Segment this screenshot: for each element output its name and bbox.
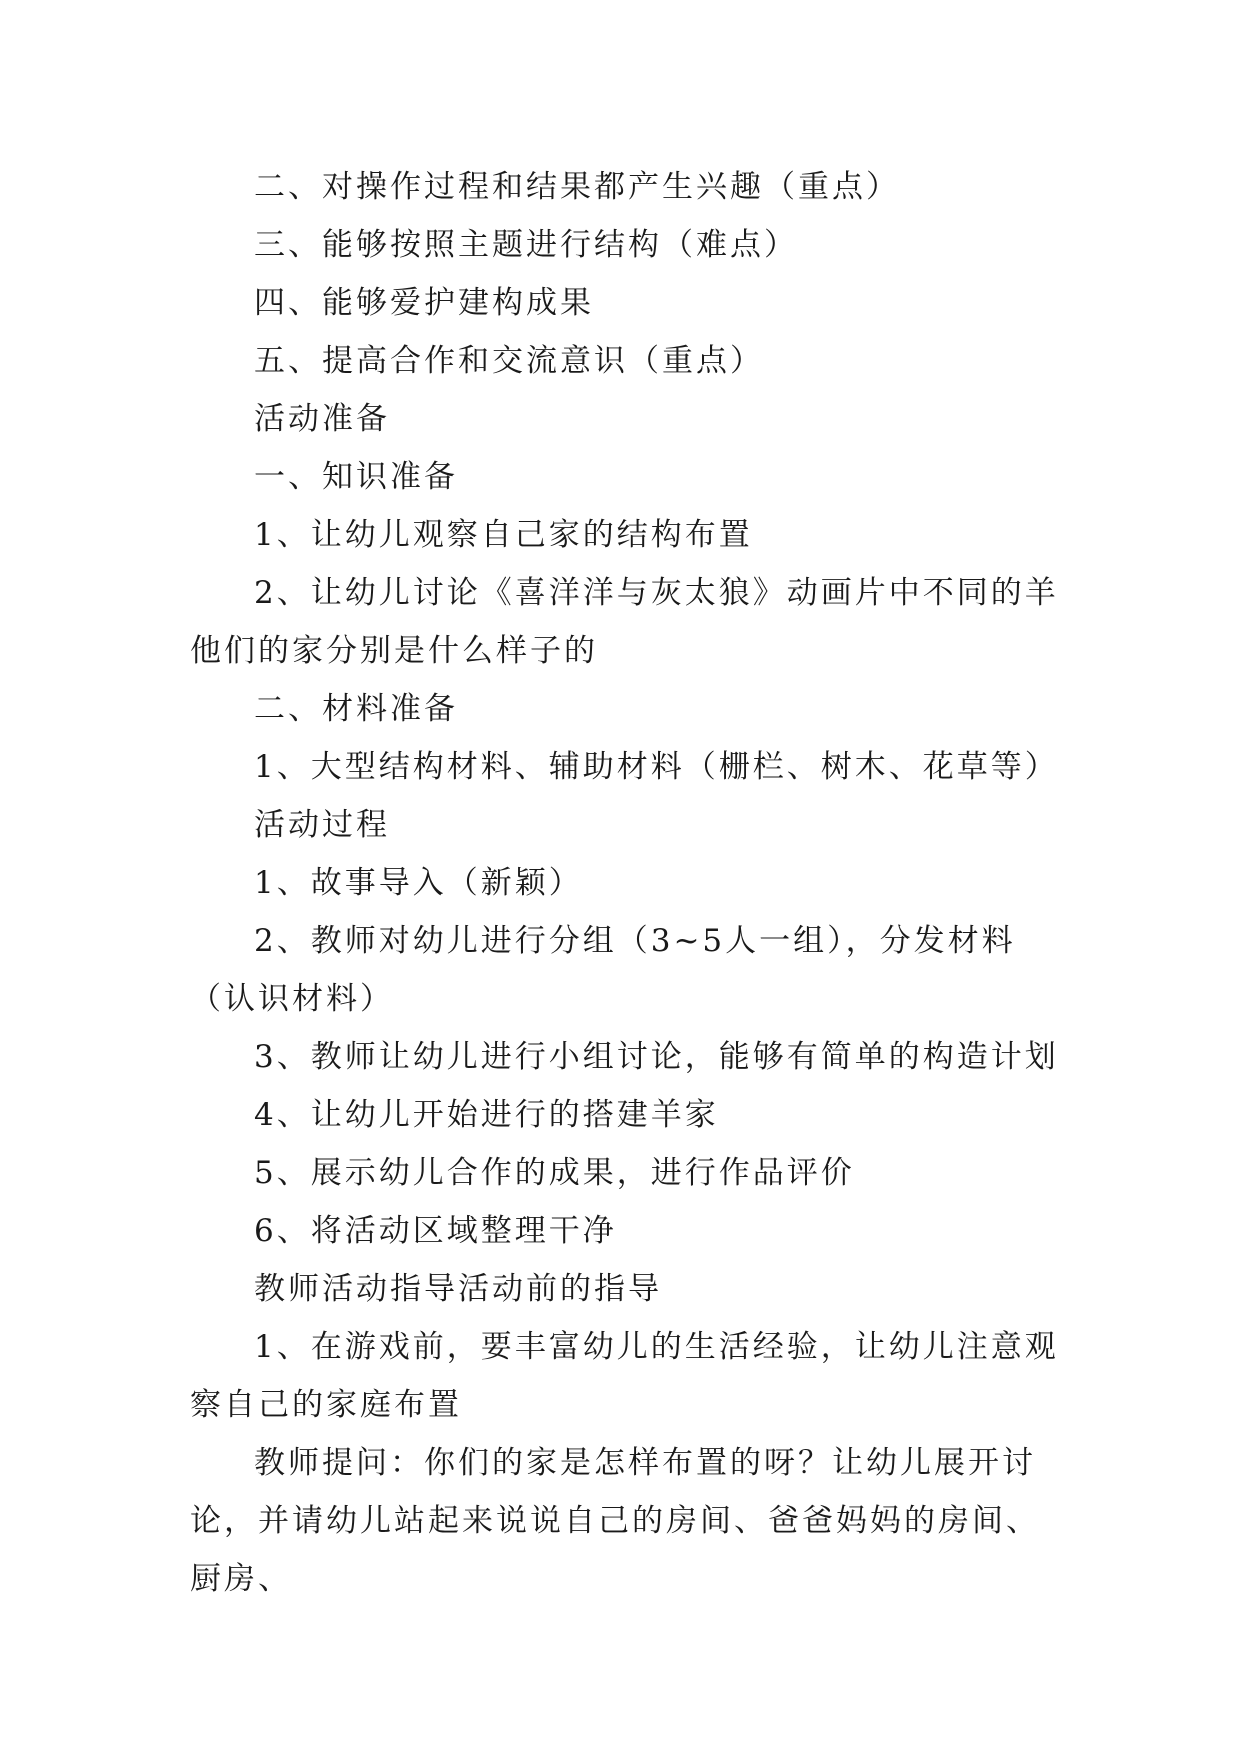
paragraph: 一、知识准备 xyxy=(254,459,458,495)
paragraph: 二、材料准备 xyxy=(254,691,458,727)
paragraph: 1、故事导入（新颖） xyxy=(254,865,583,901)
paragraph: 1、让幼儿观察自己家的结构布置 xyxy=(254,517,753,553)
paragraph: 四、能够爱护建构成果 xyxy=(254,285,594,321)
section-heading: 活动准备 xyxy=(254,401,390,437)
paragraph: 4、让幼儿开始进行的搭建羊家 xyxy=(254,1097,719,1133)
document-body xyxy=(190,158,1060,1608)
paragraph: 五、提高合作和交流意识（重点） xyxy=(254,343,764,379)
paragraph: 三、能够按照主题进行结构（难点） xyxy=(254,227,798,263)
paragraph: 二、对操作过程和结果都产生兴趣（重点） xyxy=(254,169,900,205)
paragraph: 2、教师对幼儿进行分组（3~5人一组），分发材料（认识材料） xyxy=(190,923,1016,1017)
paragraph: 1、大型结构材料、辅助材料（栅栏、树木、花草等） xyxy=(254,749,1059,785)
paragraph: 5、展示幼儿合作的成果，进行作品评价 xyxy=(254,1155,855,1191)
section-heading: 教师活动指导活动前的指导 xyxy=(254,1271,662,1307)
section-heading: 活动过程 xyxy=(254,807,390,843)
paragraph: 6、将活动区域整理干净 xyxy=(254,1213,617,1249)
paragraph: 2、让幼儿讨论《喜洋洋与灰太狼》动画片中不同的羊他们的家分别是什么样子的 xyxy=(190,575,1059,669)
paragraph: 1、在游戏前，要丰富幼儿的生活经验，让幼儿注意观察自己的家庭布置 xyxy=(190,1329,1059,1423)
paragraph: 3、教师让幼儿进行小组讨论，能够有简单的构造计划 xyxy=(254,1039,1059,1075)
paragraph: 教师提问：你们的家是怎样布置的呀？让幼儿展开讨论，并请幼儿站起来说说自己的房间、爸爸妈妈的房间、厨房、 xyxy=(190,1445,1040,1597)
